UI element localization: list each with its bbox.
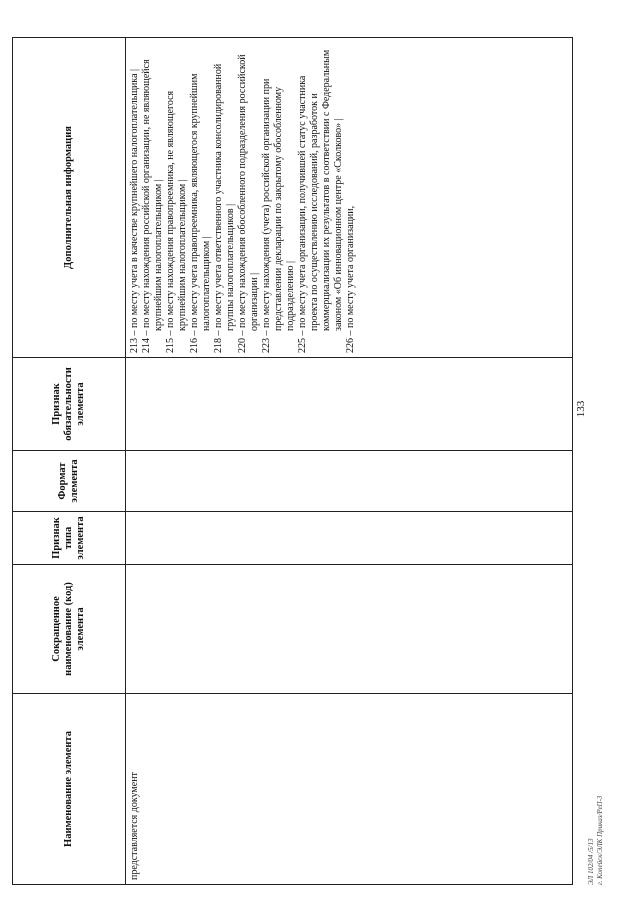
- header-element-name: Наименование элемента: [13, 694, 126, 885]
- footer-line: ЭЛ 102/04 /5/13: [587, 838, 595, 885]
- header-element-required: Признак обязательности элемента: [13, 358, 126, 451]
- info-item: 223 – по месту нахождения (учета) российской организации при представлении декларации по закрытому обособленному подразделению |: [261, 78, 296, 353]
- header-element-format: Формат элемента: [13, 451, 126, 512]
- info-item: 216 – по месту учета правопреемника, являющегося крупнейшим налогоплательщиком |: [189, 73, 212, 353]
- info-item: 213 – по месту учета в качестве крупнейшего налогоплательщика |: [129, 68, 140, 353]
- cell-element-type: [126, 512, 573, 565]
- cell-element-code: [126, 565, 573, 694]
- cell-element-name: представляется документ: [126, 694, 573, 885]
- page-number: 133: [575, 400, 587, 418]
- cell-element-format: [126, 451, 573, 512]
- header-element-type: Признак типа элемента: [13, 512, 126, 565]
- info-item: 218 – по месту учета ответственного участника консолидированной группы налогоплательщиков |: [213, 63, 236, 353]
- element-table: [12, 37, 573, 885]
- header-element-code: Сокращенное наименование (код) элемента: [13, 565, 126, 694]
- info-item: 214 – по месту нахождения российской организации, не являющейся крупнейшим налогоплательщиком |: [141, 59, 164, 353]
- info-item: 220 – по месту нахождения обособленного подразделения российской организации |: [237, 54, 260, 353]
- footer-code: [587, 695, 605, 885]
- info-item: 226 – по месту учета организации,: [345, 205, 356, 353]
- info-item: 225 – по месту учета организации, получившей статус участника проекта по осуществлению исследований, разработок и коммерциализации их результатов в соответствии с Федеральным законом «Об инновационном центре «Сколково» |: [297, 49, 344, 353]
- header-additional-info: Дополнительная информация: [13, 38, 126, 358]
- table-row: [126, 38, 573, 885]
- info-list: [129, 42, 357, 353]
- info-item: 215 – по месту нахождения правопреемника, не являющегося крупнейшим налогоплательщиком |: [165, 90, 188, 353]
- table-header-row: [13, 38, 126, 885]
- footer-line: г. Копейск/ЭЛК Приказ/РеП-3: [596, 795, 604, 885]
- cell-additional-info: [126, 38, 573, 358]
- cell-element-required: [126, 358, 573, 451]
